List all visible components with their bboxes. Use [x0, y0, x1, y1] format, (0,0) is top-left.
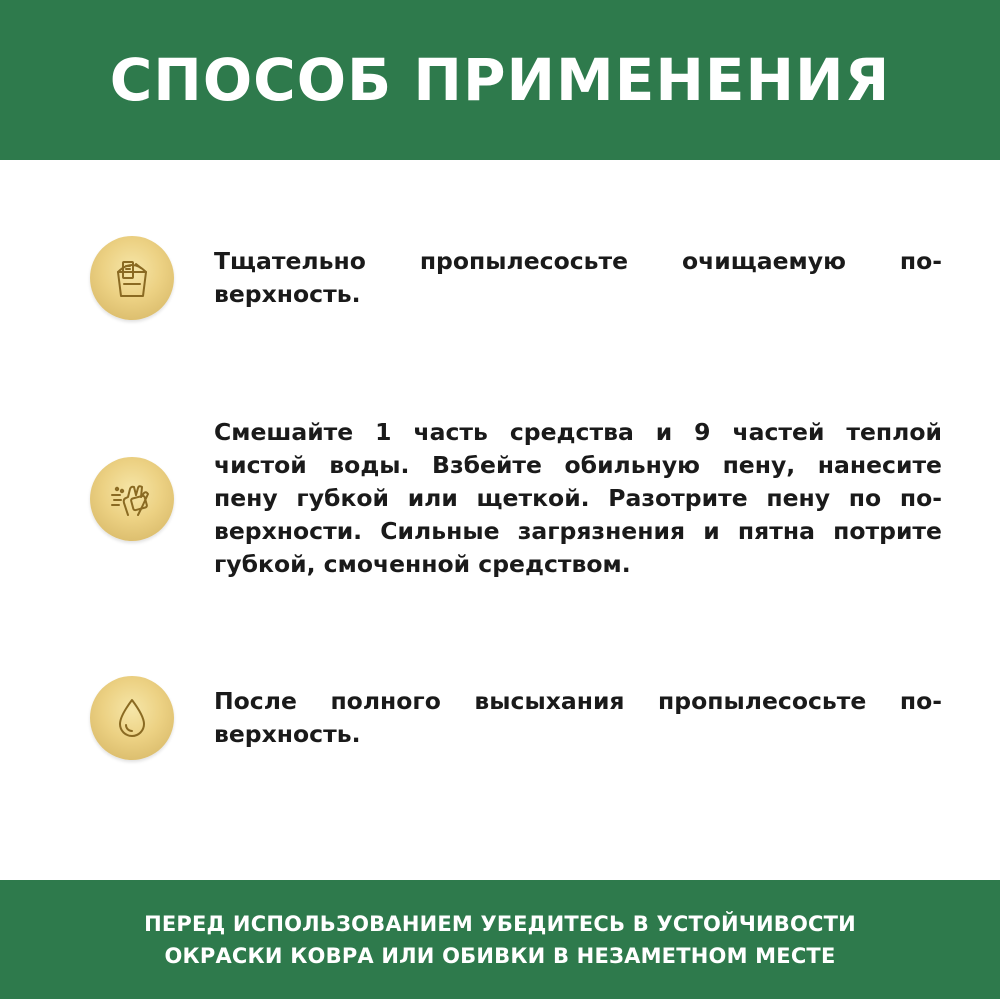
- step-3-icon-badge: [90, 676, 174, 760]
- step-2-text: Смешайте 1 часть средства и 9 частей теплой чистой воды. Взбейте обильную пену, нанесите пену губкой или щеткой. Разотрите пену по по- верхности. Сильные загрязнения и пятна потрите губкой, смоченной средством.: [214, 418, 942, 578]
- step-2-icon-badge: [90, 457, 174, 541]
- step-1-icon-badge: [90, 236, 174, 320]
- header-banner: [0, 0, 1000, 160]
- bucket-cloth-icon: [108, 254, 156, 302]
- water-drop-icon: [108, 694, 156, 742]
- page-title: СПОСОБ ПРИМЕНЕНИЯ: [109, 46, 891, 114]
- footer-banner: [0, 880, 1000, 999]
- step-1: [90, 236, 942, 320]
- step-3: [90, 676, 942, 760]
- footer-warning-line-2: ОКРАСКИ КОВРА ИЛИ ОБИВКИ В НЕЗАМЕТНОМ МЕСТЕ: [164, 943, 836, 968]
- step-2: [90, 416, 942, 581]
- step-1-text: Тщательно пропылесосьте очищаемую по- верхность.: [214, 247, 942, 308]
- hand-wiping-icon: [108, 475, 156, 523]
- footer-warning-line-1: ПЕРЕД ИСПОЛЬЗОВАНИЕМ УБЕДИТЕСЬ В УСТОЙЧИВОСТИ: [144, 911, 856, 936]
- step-3-text: После полного высыхания пропылесосьте по- верхность.: [214, 687, 942, 748]
